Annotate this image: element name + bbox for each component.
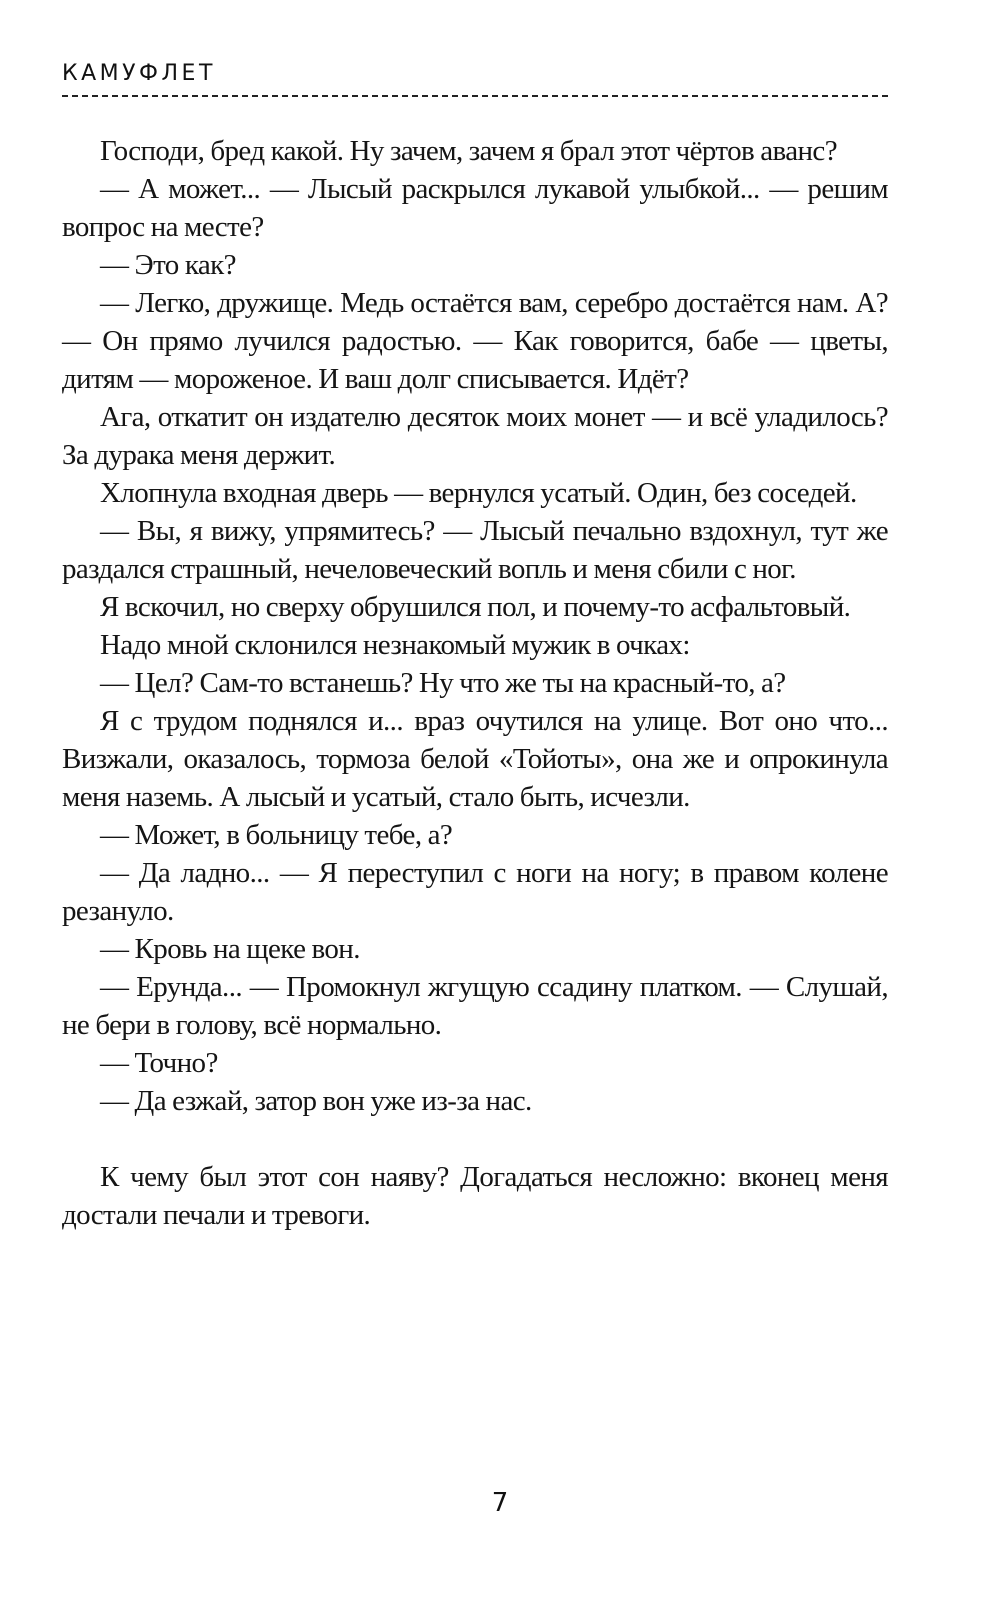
paragraph: К чему был этот сон наяву? Догадаться несложно: вконец меня достали печали и тревоги. — [62, 1161, 888, 1231]
running-head: КАМУФЛЕТ — [62, 61, 216, 86]
paragraph: — Это как? — [100, 249, 236, 281]
header-dashed-rule — [62, 95, 888, 97]
paragraph: Я вскочил, но сверху обрушился пол, и почему-то асфальтовый. — [100, 591, 851, 623]
body-text — [62, 132, 888, 1234]
paragraph: — Цел? Сам-то встанешь? Ну что же ты на красный-то, а? — [100, 667, 786, 699]
paragraph: Хлопнула входная дверь — вернулся усатый. Один, без соседей. — [100, 477, 857, 509]
paragraph: — Кровь на щеке вон. — [100, 933, 360, 965]
paragraph: — Может, в больницу тебе, а? — [100, 819, 453, 851]
paragraph: Я с трудом поднялся и... враз очутился на улице. Вот оно что... Визжали, оказалось, тормоза белой «Тойоты», она же и опрокинула меня наземь. А лысый и усатый, стало быть, исчезли. — [62, 705, 888, 813]
paragraph: — Точно? — [100, 1047, 218, 1079]
paragraph: Ага, откатит он издателю десяток моих монет — и всё уладилось? За дурака меня держит. — [62, 401, 888, 471]
paragraph: — А может... — Лысый раскрылся лукавой улыбкой... — решим вопрос на месте? — [62, 173, 888, 243]
page-number: 7 — [491, 1488, 509, 1518]
paragraph: Господи, бред какой. Ну зачем, зачем я брал этот чёртов аванс? — [100, 135, 837, 167]
paragraph: — Да ладно... — Я переступил с ноги на ногу; в правом колене резануло. — [62, 857, 888, 927]
paragraph: — Ерунда... — Промокнул жгущую ссадину платком. — Слушай, не бери в голову, всё нормально. — [62, 971, 888, 1041]
paragraph: — Легко, дружище. Медь остаётся вам, серебро достаётся нам. А? — Он прямо лучился радостью. — Как говорится, бабе — цветы, дитям — мороженое. И ваш долг списывается. Идёт? — [62, 287, 888, 395]
paragraph: — Вы, я вижу, упрямитесь? — Лысый печально вздохнул, тут же раздался страшный, нечеловеческий вопль и меня сбили с ног. — [62, 515, 888, 585]
paragraph: Надо мной склонился незнакомый мужик в очках: — [100, 629, 690, 661]
paragraph: — Да езжай, затор вон уже из-за нас. — [100, 1085, 532, 1117]
